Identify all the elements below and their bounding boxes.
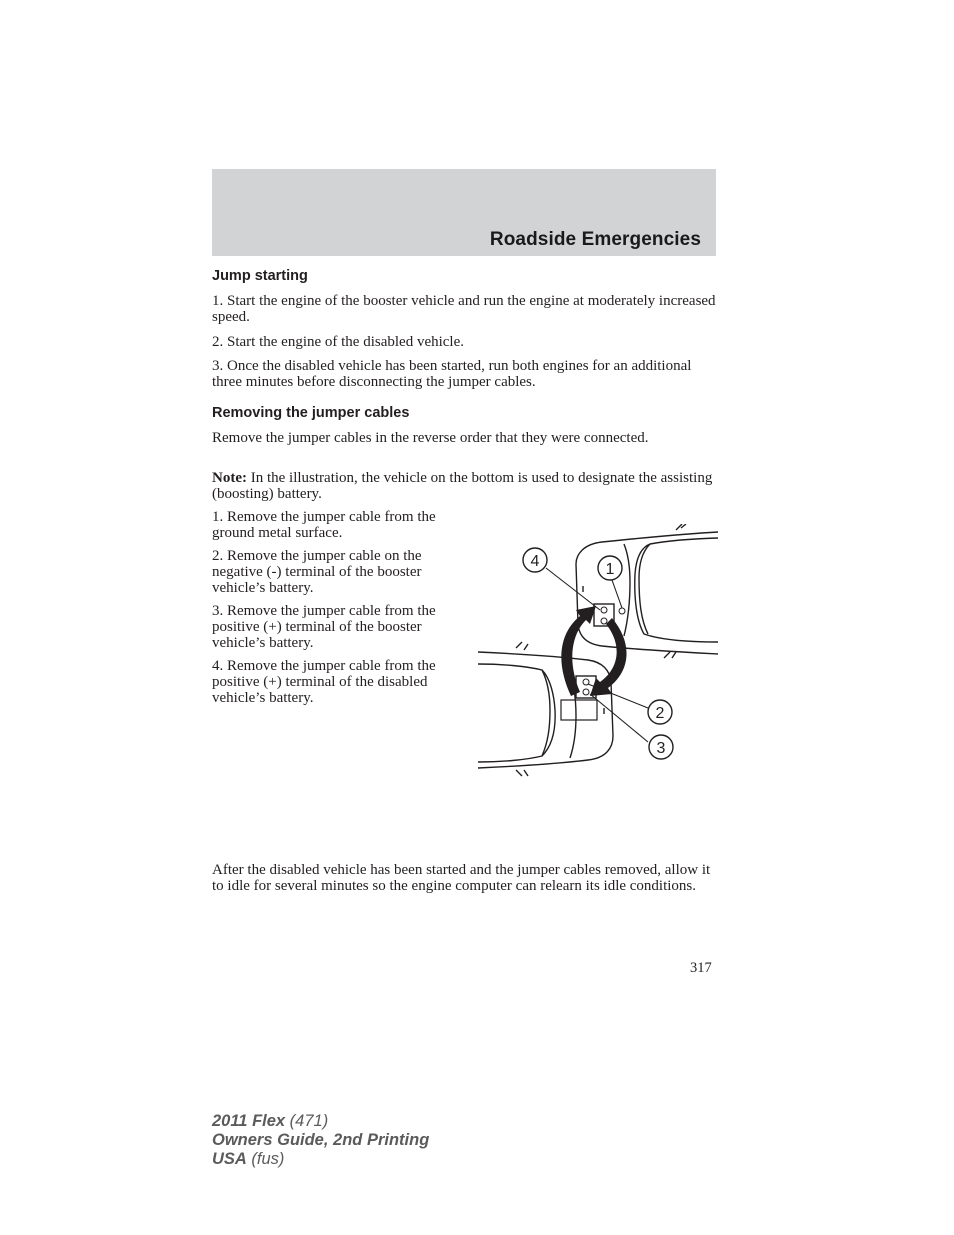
jump-step-3: 3. Once the disabled vehicle has been started, run both engines for an additional three minutes before disconnecting the jumper cables. (212, 358, 692, 391)
ground-point-icon (619, 608, 625, 614)
note-text: In the illustration, the vehicle on the bottom is used to designate the assisting (boosting) battery. (212, 470, 713, 503)
callout-3 (649, 735, 673, 759)
disabled-vehicle (576, 524, 718, 658)
note-label: Note: (212, 470, 247, 486)
jump-step-1: 1. Start the engine of the booster vehicle and run the engine at moderately increased speed. (212, 293, 716, 326)
section-title: Roadside Emergencies (489, 229, 701, 250)
remove-step-3: 3. Remove the jumper cable from the positive (+) terminal of the booster vehicle’s battery. (212, 603, 436, 652)
remove-step-2: 2. Remove the jumper cable on the negative (-) terminal of the booster vehicle’s battery. (212, 548, 422, 597)
arrow-up-icon (561, 606, 596, 696)
booster-vehicle (478, 642, 613, 776)
removing-intro: Remove the jumper cables in the reverse order that they were connected. (212, 430, 649, 446)
jump-starting-heading: Jump starting (212, 268, 308, 284)
remove-step-4: 4. Remove the jumper cable from the positive (+) terminal of the disabled vehicle’s battery. (212, 658, 436, 707)
svg-text:4: 4 (530, 553, 540, 570)
jump-step-2: 2. Start the engine of the disabled vehicle. (212, 334, 465, 350)
callout-4 (523, 548, 547, 572)
after-removal-text: After the disabled vehicle has been started and the jumper cables removed, allow it to idle for several minutes so the engine computer can relearn its idle conditions. (212, 862, 711, 895)
svg-text:3: 3 (656, 740, 666, 757)
footer-line-region: USA (fus) (212, 1150, 285, 1168)
callout-1 (598, 556, 622, 580)
page-number: 317 (690, 960, 712, 976)
footer-line-model: 2011 Flex (471) (212, 1112, 329, 1130)
footer-line-guide: Owners Guide, 2nd Printing (212, 1131, 430, 1149)
svg-text:1: 1 (605, 561, 615, 578)
removing-cables-heading: Removing the jumper cables (212, 405, 410, 421)
remove-step-1: 1. Remove the jumper cable from the ground metal surface. (212, 509, 436, 542)
footer-imprint (212, 1112, 429, 1169)
svg-text:2: 2 (655, 705, 665, 722)
callout-2 (648, 700, 672, 724)
jumper-cable-illustration (476, 524, 718, 780)
removing-note (212, 470, 716, 502)
section-header-band (212, 169, 716, 256)
arrow-down-icon (590, 618, 627, 696)
